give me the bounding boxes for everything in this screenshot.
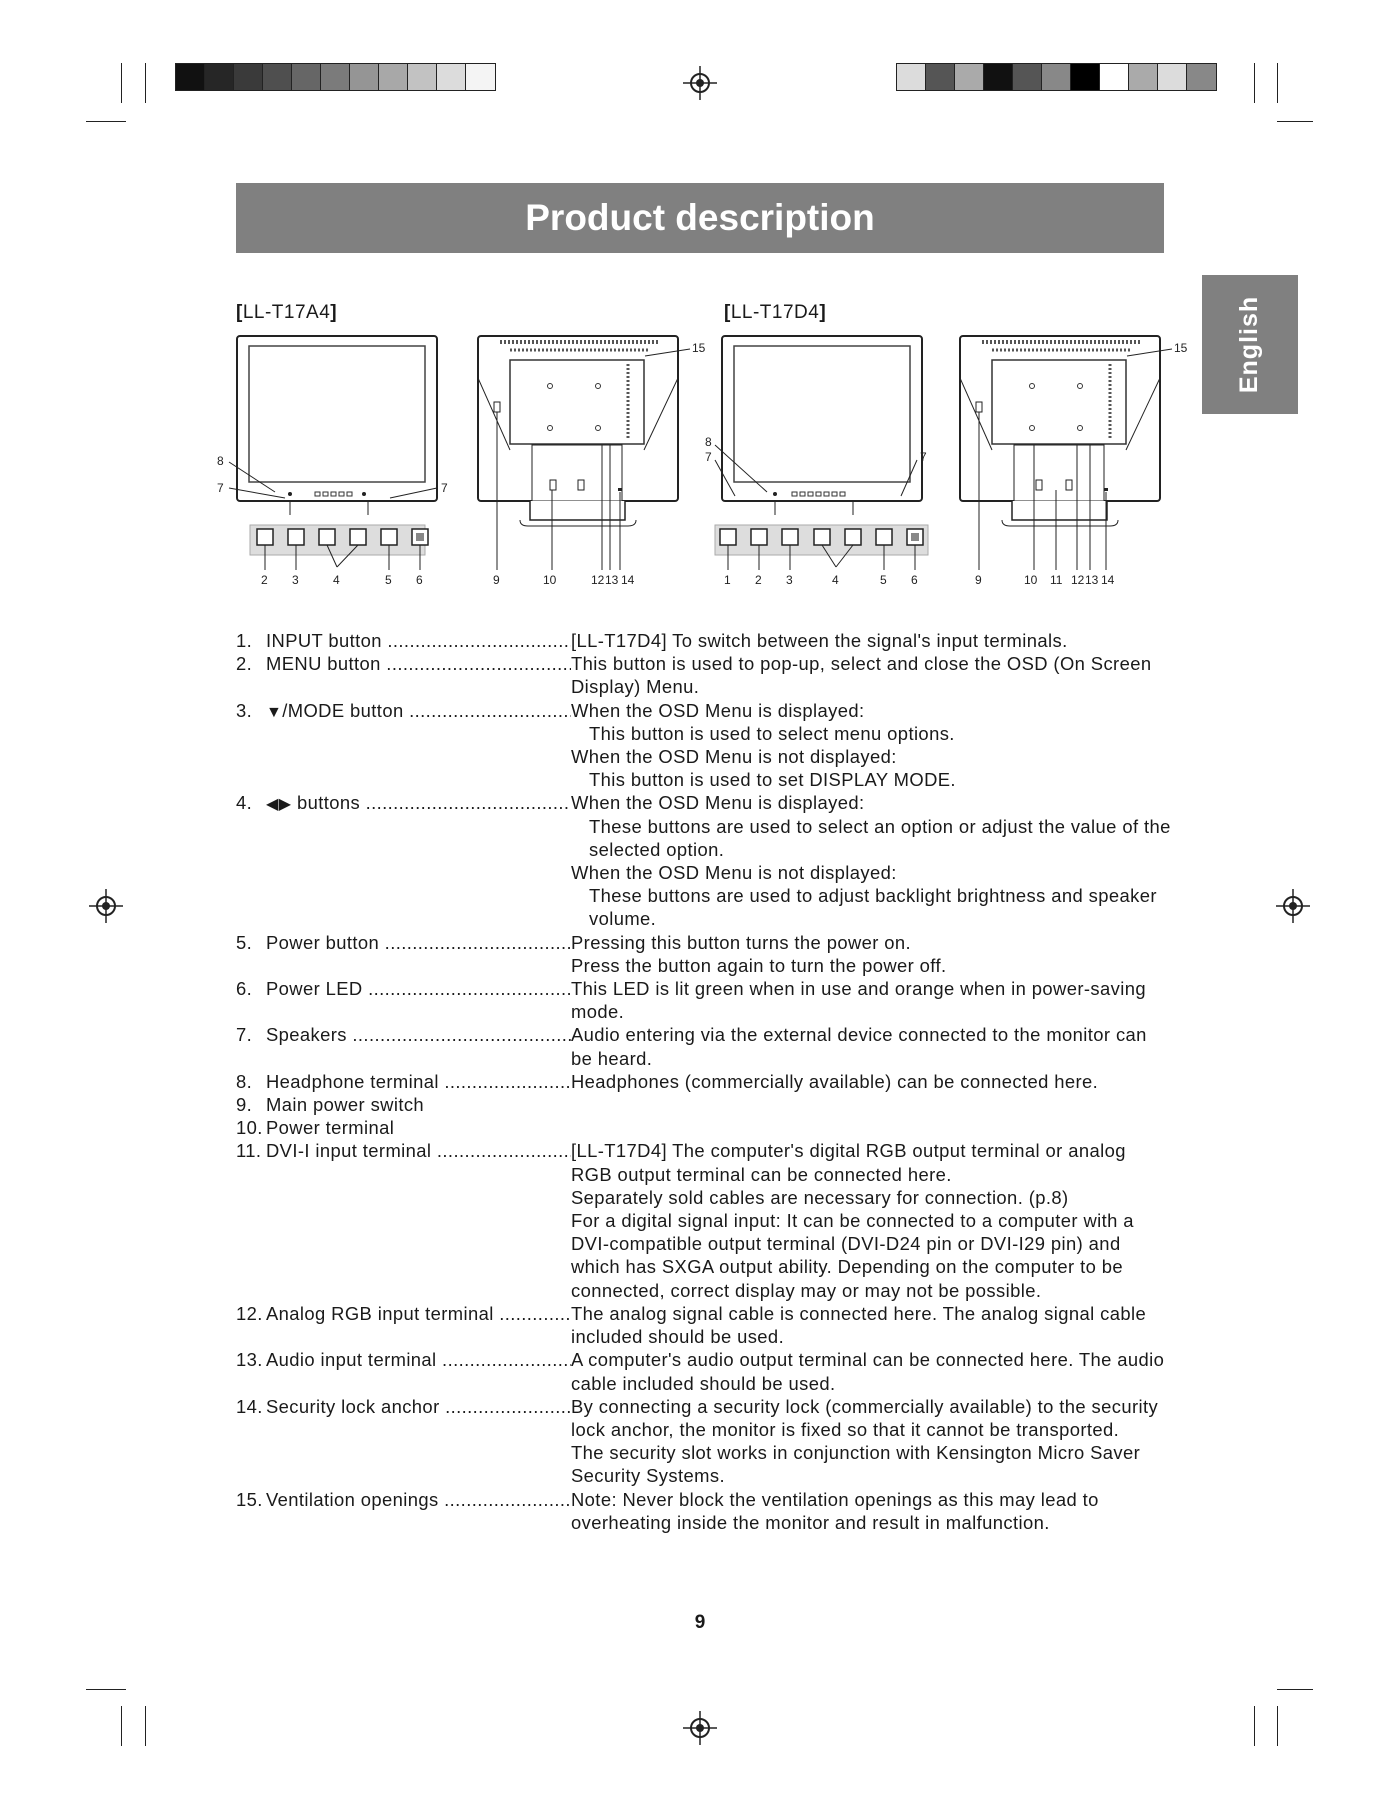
callout-label: 4 xyxy=(333,573,340,587)
item-description xyxy=(571,1116,1196,1139)
page-title: Product description xyxy=(525,197,875,238)
description-line: be heard. xyxy=(571,1047,653,1069)
description-line: These buttons are used to select an option or adjust the value of the xyxy=(589,815,1171,837)
callout-label: 8 xyxy=(705,435,712,449)
crop-mark xyxy=(1254,63,1255,103)
page-number: 9 xyxy=(694,1612,706,1633)
item-term-text: MENU button xyxy=(266,653,381,675)
description-item xyxy=(236,791,1196,930)
model-name: LL-T17D4 xyxy=(730,302,820,323)
callout-label: 8 xyxy=(217,454,224,468)
description-line: This LED is lit green when in use and orange when in power-saving xyxy=(571,978,1146,1000)
item-term-text: Speakers xyxy=(266,1024,347,1046)
item-number: 1. xyxy=(236,630,253,651)
color-swatch xyxy=(1187,64,1216,90)
component-description-list xyxy=(236,629,1196,1534)
item-term-text: Main power switch xyxy=(266,1094,425,1116)
registration-mark-icon xyxy=(683,66,717,100)
description-line: [LL-T17D4] The computer's digital RGB output terminal or analog xyxy=(571,1140,1126,1162)
color-swatch xyxy=(234,64,263,90)
color-swatch xyxy=(984,64,1013,90)
item-number: 7. xyxy=(236,1024,253,1046)
description-item xyxy=(236,699,1196,792)
description-line: selected option. xyxy=(589,838,725,860)
language-tab xyxy=(1202,275,1298,414)
description-line: overheating inside the monitor and result in malfunction. xyxy=(571,1511,1050,1533)
description-line: mode. xyxy=(571,1001,625,1023)
callout-label: 6 xyxy=(416,573,423,587)
item-description xyxy=(571,1070,1196,1093)
callout-label: 7 xyxy=(441,481,448,495)
model-name: LL-T17A4 xyxy=(242,302,331,323)
item-description xyxy=(571,1348,1196,1394)
item-description xyxy=(571,652,1196,698)
item-term-text: Ventilation openings xyxy=(266,1488,439,1510)
description-line: For a digital signal input: It can be connected to a computer with a xyxy=(571,1210,1134,1232)
item-term-text: Headphone terminal xyxy=(266,1070,439,1092)
item-term xyxy=(266,977,571,1023)
crop-mark xyxy=(86,121,126,122)
item-term xyxy=(266,1023,571,1069)
description-item xyxy=(236,931,1196,977)
description-line: Audio entering via the external device connected to the monitor can xyxy=(571,1024,1147,1046)
callout-label: 10 xyxy=(1024,573,1038,587)
item-term-text: Power terminal xyxy=(266,1117,395,1139)
page-title-bar xyxy=(236,183,1164,253)
color-swatch xyxy=(955,64,984,90)
item-term-text: Audio input terminal xyxy=(266,1349,437,1371)
description-line: Security Systems. xyxy=(571,1465,725,1487)
callout-label: 7 xyxy=(920,450,927,464)
description-line: DVI-compatible output terminal (DVI-D24 pin or DVI-I29 pin) and xyxy=(571,1233,1121,1255)
description-item xyxy=(236,977,1196,1023)
callout-label: 3 xyxy=(292,573,299,587)
crop-mark xyxy=(121,63,122,103)
item-term-text: Analog RGB input terminal xyxy=(266,1302,494,1324)
callout-label: 5 xyxy=(385,573,392,587)
color-swatch xyxy=(437,64,466,90)
item-term xyxy=(266,791,571,930)
description-line: cable included should be used. xyxy=(571,1372,836,1394)
callout-label: 2 xyxy=(755,573,762,587)
description-item xyxy=(236,1488,1196,1534)
item-description xyxy=(571,699,1196,792)
item-term xyxy=(266,1488,571,1534)
item-number: 5. xyxy=(236,931,253,953)
item-description xyxy=(571,1023,1196,1069)
description-item xyxy=(236,1116,1196,1139)
crop-mark xyxy=(86,1689,126,1690)
description-item xyxy=(236,1139,1196,1301)
callout-label: 2 xyxy=(261,573,268,587)
callout-label: 6 xyxy=(911,573,918,587)
item-term xyxy=(266,1348,571,1394)
callout-label: 10 xyxy=(543,573,557,587)
item-number: 12. xyxy=(236,1302,263,1324)
item-number: 9. xyxy=(236,1094,253,1116)
color-calibration-bar-right xyxy=(896,63,1217,91)
callout-label: 7 xyxy=(217,481,224,495)
crop-mark xyxy=(1277,121,1313,122)
description-item xyxy=(236,1093,1196,1116)
color-swatch xyxy=(1129,64,1158,90)
color-swatch xyxy=(1100,64,1129,90)
item-description xyxy=(571,1488,1196,1534)
item-number: 6. xyxy=(236,978,253,1000)
item-term xyxy=(266,931,571,977)
callout-label: 12 xyxy=(591,573,605,587)
description-item xyxy=(236,1395,1196,1488)
item-description xyxy=(571,1093,1196,1116)
callout-label: 14 xyxy=(1101,573,1115,587)
description-item xyxy=(236,1023,1196,1069)
callout-label: 5 xyxy=(880,573,887,587)
crop-mark xyxy=(1277,1689,1313,1690)
item-description xyxy=(571,1302,1196,1348)
registration-mark-icon xyxy=(683,1711,717,1745)
description-line: [LL-T17D4] To switch between the signal's input terminals. xyxy=(571,630,1068,651)
callout-label: 12 xyxy=(1071,573,1085,587)
down-arrow-icon: ▼ xyxy=(266,703,283,721)
item-number: 15. xyxy=(236,1488,263,1510)
description-line: lock anchor, the monitor is fixed so that it cannot be transported. xyxy=(571,1418,1120,1440)
description-line: Pressing this button turns the power on. xyxy=(571,931,912,953)
monitor-back-diagram-a4 xyxy=(470,330,710,595)
item-term-text: buttons xyxy=(296,792,361,814)
registration-mark-icon xyxy=(1276,889,1310,923)
description-item xyxy=(236,1070,1196,1093)
color-swatch xyxy=(263,64,292,90)
item-description xyxy=(571,931,1196,977)
color-swatch xyxy=(926,64,955,90)
item-description xyxy=(571,1139,1196,1301)
description-line: Headphones (commercially available) can be connected here. xyxy=(571,1070,1099,1092)
description-item xyxy=(236,1302,1196,1348)
description-line: This button is used to pop-up, select and close the OSD (On Screen xyxy=(571,653,1152,675)
description-line: This button is used to select menu options. xyxy=(589,722,955,744)
description-line: connected, correct display may or may not be possible. xyxy=(571,1279,1042,1301)
callout-label: 4 xyxy=(832,573,839,587)
description-line: which has SXGA output ability. Depending on the computer to be xyxy=(571,1256,1123,1278)
color-swatch xyxy=(1071,64,1100,90)
description-line: When the OSD Menu is not displayed: xyxy=(571,862,897,884)
item-term-text: Security lock anchor xyxy=(266,1395,440,1417)
description-line: When the OSD Menu is not displayed: xyxy=(571,746,897,768)
callout-label: 7 xyxy=(705,450,712,464)
color-swatch xyxy=(1013,64,1042,90)
description-item xyxy=(236,629,1196,652)
item-term-text: DVI-I input terminal xyxy=(266,1140,432,1162)
monitor-back-diagram-d4 xyxy=(952,330,1194,595)
item-number: 13. xyxy=(236,1349,263,1371)
item-term xyxy=(266,1395,571,1488)
crop-mark xyxy=(1254,1706,1255,1746)
monitor-front-diagram-d4 xyxy=(705,330,955,595)
crop-mark xyxy=(1277,63,1278,103)
description-line: Separately sold cables are necessary for connection. (p.8) xyxy=(571,1186,1069,1208)
description-line: This button is used to set DISPLAY MODE. xyxy=(589,769,956,791)
description-line: These buttons are used to adjust backlight brightness and speaker xyxy=(589,885,1157,907)
item-term xyxy=(266,629,571,652)
color-swatch xyxy=(408,64,437,90)
description-line: By connecting a security lock (commercially available) to the security xyxy=(571,1395,1159,1417)
item-term-text: Power LED xyxy=(266,978,363,1000)
crop-mark xyxy=(1277,1706,1278,1746)
color-swatch xyxy=(897,64,926,90)
item-description xyxy=(571,977,1196,1023)
callout-label: 13 xyxy=(1085,573,1099,587)
callout-label: 9 xyxy=(493,573,500,587)
item-term-text: Power button xyxy=(266,931,380,953)
callout-label: 13 xyxy=(605,573,619,587)
item-term-text: /MODE button xyxy=(282,699,404,721)
item-number: 3. xyxy=(236,699,253,721)
color-swatch xyxy=(292,64,321,90)
color-swatch xyxy=(321,64,350,90)
callout-label: 1 xyxy=(724,573,731,587)
item-number: 11. xyxy=(236,1140,262,1162)
item-term xyxy=(266,699,571,792)
item-term xyxy=(266,652,571,698)
crop-mark xyxy=(145,1706,146,1746)
description-line: RGB output terminal can be connected here. xyxy=(571,1163,952,1185)
item-number: 4. xyxy=(236,792,253,814)
item-number: 8. xyxy=(236,1070,253,1092)
item-number: 2. xyxy=(236,653,253,675)
description-item xyxy=(236,652,1196,698)
callout-label: 14 xyxy=(621,573,635,587)
item-number: 10. xyxy=(236,1117,263,1139)
color-swatch xyxy=(379,64,408,90)
description-line: A computer's audio output terminal can be connected here. The audio xyxy=(571,1349,1165,1371)
color-swatch xyxy=(350,64,379,90)
description-line: The security slot works in conjunction with Kensington Micro Saver xyxy=(571,1442,1141,1464)
description-line: Press the button again to turn the power off. xyxy=(571,954,947,976)
description-line: When the OSD Menu is displayed: xyxy=(571,792,865,814)
model-label-d4: [LL-T17D4] xyxy=(724,302,827,323)
item-term xyxy=(266,1302,571,1348)
description-line: Note: Never block the ventilation openings as this may lead to xyxy=(571,1488,1099,1510)
description-item xyxy=(236,1348,1196,1394)
item-term xyxy=(266,1070,571,1093)
callout-label: 11 xyxy=(1050,573,1063,587)
item-term xyxy=(266,1116,571,1139)
item-description xyxy=(571,629,1196,652)
registration-mark-icon xyxy=(89,889,123,923)
color-swatch xyxy=(1158,64,1187,90)
item-term xyxy=(266,1139,571,1301)
callout-label: 3 xyxy=(786,573,793,587)
callout-label: 15 xyxy=(692,341,706,355)
color-swatch xyxy=(1042,64,1071,90)
left-right-arrows-icon: ◀▶ xyxy=(266,796,292,814)
item-term-text: INPUT button xyxy=(266,630,382,651)
description-line: included should be used. xyxy=(571,1326,785,1348)
item-term xyxy=(266,1093,571,1116)
item-description xyxy=(571,791,1196,930)
model-label-a4: [LL-T17A4] xyxy=(236,302,338,323)
monitor-front-diagram-a4 xyxy=(215,330,460,595)
item-number: 14. xyxy=(236,1395,263,1417)
description-line: Display) Menu. xyxy=(571,676,700,698)
color-swatch xyxy=(466,64,495,90)
description-line: When the OSD Menu is displayed: xyxy=(571,699,865,721)
description-line: volume. xyxy=(589,908,657,930)
callout-label: 9 xyxy=(975,573,982,587)
description-line: The analog signal cable is connected here. The analog signal cable xyxy=(571,1302,1147,1324)
item-description xyxy=(571,1395,1196,1488)
language-tab-label: English xyxy=(1235,295,1264,394)
crop-mark xyxy=(121,1706,122,1746)
color-swatch xyxy=(205,64,234,90)
color-calibration-bar-left xyxy=(175,63,496,91)
callout-label: 15 xyxy=(1174,341,1188,355)
crop-mark xyxy=(145,63,146,103)
color-swatch xyxy=(176,64,205,90)
